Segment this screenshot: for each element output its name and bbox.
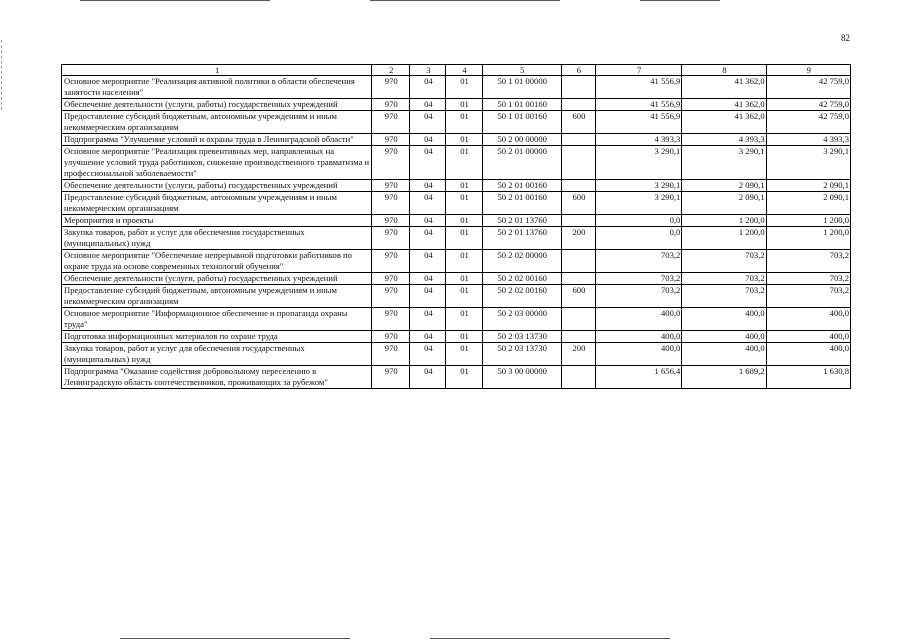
- table-row: [62, 331, 851, 343]
- amount-cell: 400,0: [682, 308, 766, 331]
- table-row: [62, 366, 851, 389]
- subsection-cell: 01: [446, 180, 482, 192]
- column-header: 3: [410, 65, 446, 76]
- gov-code-cell: 970: [372, 273, 410, 285]
- amount-cell: 41 556,9: [595, 76, 681, 99]
- expense-type-cell: [561, 180, 595, 192]
- amount-cell: 703,2: [595, 285, 681, 308]
- expense-type-cell: [561, 76, 595, 99]
- column-header: 1: [62, 65, 372, 76]
- gov-code-cell: 970: [372, 308, 410, 331]
- expense-type-cell: 600: [561, 285, 595, 308]
- target-item-cell: 50 1 01 00160: [482, 99, 561, 111]
- table-header-row: [62, 65, 851, 76]
- subsection-cell: 01: [446, 343, 482, 366]
- column-header: 9: [766, 65, 850, 76]
- table-row: [62, 215, 851, 227]
- row-name-cell: Мероприятия и проекты: [62, 215, 372, 227]
- amount-cell: 703,2: [682, 273, 766, 285]
- subsection-cell: 01: [446, 250, 482, 273]
- amount-cell: 1 200,0: [766, 215, 850, 227]
- target-item-cell: 50 2 02 00160: [482, 273, 561, 285]
- amount-cell: 42 759,0: [766, 111, 850, 134]
- table-row: [62, 134, 851, 146]
- gov-code-cell: 970: [372, 285, 410, 308]
- subsection-cell: 01: [446, 285, 482, 308]
- scan-bottom-rule: [430, 638, 670, 639]
- target-item-cell: 50 2 03 13730: [482, 331, 561, 343]
- gov-code-cell: 970: [372, 343, 410, 366]
- section-cell: 04: [410, 273, 446, 285]
- table-row: [62, 285, 851, 308]
- row-name-cell: Подпрограмма "Оказание содействия добровольному переселению в Ленинградскую область соотечественников, проживающих за рубежом": [62, 366, 372, 389]
- gov-code-cell: 970: [372, 227, 410, 250]
- subsection-cell: 01: [446, 134, 482, 146]
- scan-edge-mark: [1, 40, 3, 110]
- target-item-cell: 50 2 02 00000: [482, 250, 561, 273]
- amount-cell: 400,0: [595, 331, 681, 343]
- amount-cell: 42 759,0: [766, 76, 850, 99]
- amount-cell: 3 290,1: [595, 146, 681, 180]
- section-cell: 04: [410, 111, 446, 134]
- table-row: [62, 343, 851, 366]
- page-number: 82: [841, 33, 850, 43]
- expense-type-cell: [561, 250, 595, 273]
- gov-code-cell: 970: [372, 76, 410, 99]
- amount-cell: 41 362,0: [682, 111, 766, 134]
- amount-cell: 42 759,0: [766, 99, 850, 111]
- section-cell: 04: [410, 285, 446, 308]
- row-name-cell: Предоставление субсидий бюджетным, автономным учреждениям и иным некоммерческим организациям: [62, 192, 372, 215]
- section-cell: 04: [410, 343, 446, 366]
- subsection-cell: 01: [446, 366, 482, 389]
- amount-cell: 400,0: [595, 308, 681, 331]
- target-item-cell: 50 2 01 00160: [482, 192, 561, 215]
- amount-cell: 703,2: [595, 273, 681, 285]
- table-row: [62, 180, 851, 192]
- expense-type-cell: [561, 99, 595, 111]
- section-cell: 04: [410, 76, 446, 99]
- table-row: [62, 273, 851, 285]
- amount-cell: 1 689,2: [682, 366, 766, 389]
- amount-cell: 1 200,0: [766, 227, 850, 250]
- target-item-cell: 50 2 01 00160: [482, 180, 561, 192]
- amount-cell: 1 630,8: [766, 366, 850, 389]
- table-row: [62, 99, 851, 111]
- expense-type-cell: [561, 273, 595, 285]
- expense-type-cell: 600: [561, 111, 595, 134]
- amount-cell: 41 556,9: [595, 99, 681, 111]
- column-header: 7: [595, 65, 681, 76]
- expense-type-cell: 200: [561, 227, 595, 250]
- section-cell: 04: [410, 99, 446, 111]
- table-row: [62, 76, 851, 99]
- column-header: 6: [561, 65, 595, 76]
- amount-cell: 0,0: [595, 227, 681, 250]
- row-name-cell: Основное мероприятие "Реализация активной политики в области обеспечения занятости населения": [62, 76, 372, 99]
- amount-cell: 2 090,1: [766, 180, 850, 192]
- amount-cell: 1 656,4: [595, 366, 681, 389]
- expense-type-cell: [561, 331, 595, 343]
- table-row: [62, 227, 851, 250]
- subsection-cell: 01: [446, 273, 482, 285]
- table-row: [62, 308, 851, 331]
- section-cell: 04: [410, 308, 446, 331]
- section-cell: 04: [410, 180, 446, 192]
- scan-top-rule: [80, 0, 270, 1]
- subsection-cell: 01: [446, 308, 482, 331]
- subsection-cell: 01: [446, 146, 482, 180]
- row-name-cell: Основное мероприятие "Обеспечение непрерывной подготовки работников по охране труда на основе современных технологий обучения": [62, 250, 372, 273]
- column-header: 4: [446, 65, 482, 76]
- row-name-cell: Основное мероприятие "Реализация превентивных мер, направленных на улучшение условий труда работников, снижение производственного травматизма и профессиональной заболеваемости": [62, 146, 372, 180]
- section-cell: 04: [410, 215, 446, 227]
- amount-cell: 1 200,0: [682, 227, 766, 250]
- target-item-cell: 50 2 02 00160: [482, 285, 561, 308]
- subsection-cell: 01: [446, 76, 482, 99]
- amount-cell: 400,0: [766, 308, 850, 331]
- expense-type-cell: [561, 146, 595, 180]
- amount-cell: 3 290,1: [595, 192, 681, 215]
- amount-cell: 703,2: [766, 250, 850, 273]
- row-name-cell: Обеспечение деятельности (услуги, работы) государственных учреждений: [62, 273, 372, 285]
- amount-cell: 41 362,0: [682, 76, 766, 99]
- target-item-cell: 50 2 03 00000: [482, 308, 561, 331]
- target-item-cell: 50 1 01 00160: [482, 111, 561, 134]
- gov-code-cell: 970: [372, 134, 410, 146]
- target-item-cell: 50 1 01 00000: [482, 76, 561, 99]
- scan-top-rule: [370, 0, 560, 1]
- amount-cell: 2 090,1: [682, 192, 766, 215]
- amount-cell: 4 393,3: [682, 134, 766, 146]
- target-item-cell: 50 2 01 13760: [482, 215, 561, 227]
- scan-bottom-rule: [120, 638, 350, 639]
- gov-code-cell: 970: [372, 331, 410, 343]
- scan-top-rule: [640, 0, 720, 1]
- amount-cell: 3 290,1: [766, 146, 850, 180]
- expense-type-cell: [561, 134, 595, 146]
- amount-cell: 400,0: [766, 343, 850, 366]
- column-header: 5: [482, 65, 561, 76]
- target-item-cell: 50 2 01 00000: [482, 146, 561, 180]
- expense-type-cell: 200: [561, 343, 595, 366]
- column-header: 2: [372, 65, 410, 76]
- row-name-cell: Подготовка информационных материалов по охране труда: [62, 331, 372, 343]
- subsection-cell: 01: [446, 227, 482, 250]
- expense-type-cell: [561, 215, 595, 227]
- amount-cell: 4 393,3: [766, 134, 850, 146]
- table-row: [62, 146, 851, 180]
- section-cell: 04: [410, 331, 446, 343]
- amount-cell: 703,2: [766, 285, 850, 308]
- subsection-cell: 01: [446, 111, 482, 134]
- gov-code-cell: 970: [372, 111, 410, 134]
- gov-code-cell: 970: [372, 215, 410, 227]
- row-name-cell: Основное мероприятие "Информационное обеспечение и пропаганда охраны труда": [62, 308, 372, 331]
- row-name-cell: Подпрограмма "Улучшение условий и охраны труда в Ленинградской области": [62, 134, 372, 146]
- subsection-cell: 01: [446, 331, 482, 343]
- amount-cell: 400,0: [766, 331, 850, 343]
- section-cell: 04: [410, 366, 446, 389]
- row-name-cell: Закупка товаров, работ и услуг для обеспечения государственных (муниципальных) нужд: [62, 343, 372, 366]
- amount-cell: 703,2: [766, 273, 850, 285]
- gov-code-cell: 970: [372, 192, 410, 215]
- expense-type-cell: [561, 308, 595, 331]
- amount-cell: 3 290,1: [595, 180, 681, 192]
- row-name-cell: Предоставление субсидий бюджетным, автономным учреждениям и иным некоммерческим организациям: [62, 285, 372, 308]
- subsection-cell: 01: [446, 192, 482, 215]
- row-name-cell: Предоставление субсидий бюджетным, автономным учреждениям и иным некоммерческим организациям: [62, 111, 372, 134]
- column-header: 8: [682, 65, 766, 76]
- expense-type-cell: [561, 366, 595, 389]
- budget-table: [61, 64, 851, 389]
- amount-cell: 0,0: [595, 215, 681, 227]
- amount-cell: 41 556,9: [595, 111, 681, 134]
- table-row: [62, 250, 851, 273]
- amount-cell: 2 090,1: [682, 180, 766, 192]
- target-item-cell: 50 2 01 13760: [482, 227, 561, 250]
- gov-code-cell: 970: [372, 366, 410, 389]
- section-cell: 04: [410, 146, 446, 180]
- amount-cell: 3 290,1: [682, 146, 766, 180]
- section-cell: 04: [410, 192, 446, 215]
- amount-cell: 703,2: [682, 285, 766, 308]
- table-row: [62, 111, 851, 134]
- amount-cell: 400,0: [595, 343, 681, 366]
- row-name-cell: Обеспечение деятельности (услуги, работы) государственных учреждений: [62, 99, 372, 111]
- target-item-cell: 50 2 00 00000: [482, 134, 561, 146]
- amount-cell: 400,0: [682, 331, 766, 343]
- amount-cell: 1 200,0: [682, 215, 766, 227]
- amount-cell: 400,0: [682, 343, 766, 366]
- subsection-cell: 01: [446, 215, 482, 227]
- section-cell: 04: [410, 227, 446, 250]
- amount-cell: 2 090,1: [766, 192, 850, 215]
- amount-cell: 4 393,3: [595, 134, 681, 146]
- amount-cell: 41 362,0: [682, 99, 766, 111]
- gov-code-cell: 970: [372, 99, 410, 111]
- row-name-cell: Обеспечение деятельности (услуги, работы) государственных учреждений: [62, 180, 372, 192]
- table-row: [62, 192, 851, 215]
- gov-code-cell: 970: [372, 250, 410, 273]
- gov-code-cell: 970: [372, 180, 410, 192]
- target-item-cell: 50 3 00 00000: [482, 366, 561, 389]
- section-cell: 04: [410, 134, 446, 146]
- gov-code-cell: 970: [372, 146, 410, 180]
- expense-type-cell: 600: [561, 192, 595, 215]
- row-name-cell: Закупка товаров, работ и услуг для обеспечения государственных (муниципальных) нужд: [62, 227, 372, 250]
- subsection-cell: 01: [446, 99, 482, 111]
- amount-cell: 703,2: [682, 250, 766, 273]
- target-item-cell: 50 2 03 13730: [482, 343, 561, 366]
- section-cell: 04: [410, 250, 446, 273]
- amount-cell: 703,2: [595, 250, 681, 273]
